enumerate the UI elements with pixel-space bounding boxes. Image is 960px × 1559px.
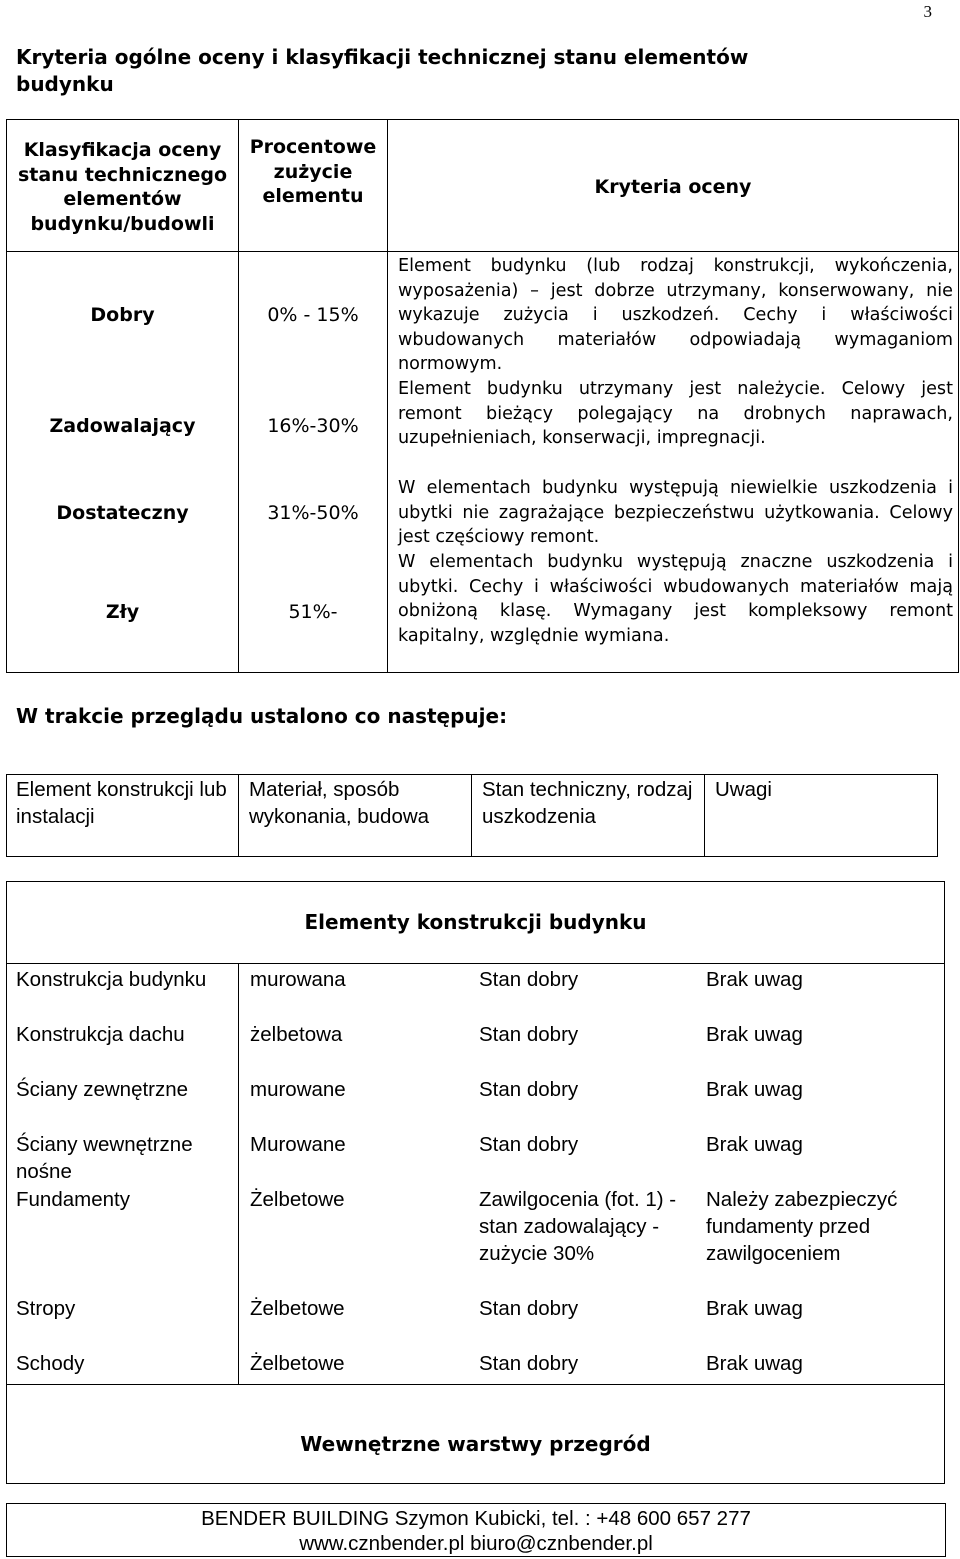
column-divider — [238, 775, 239, 856]
row-state: Zawilgocenia (fot. 1) - stan zadowalający - zużycie 30% — [479, 1188, 677, 1265]
header-state: Stan techniczny, rodzaj uszkodzenia — [482, 778, 693, 828]
row-element: Schody — [16, 1352, 85, 1375]
header-wear: Procentowe zużycie elementu — [249, 136, 377, 208]
criteria-zadowalajacy: Element budynku utrzymany jest należycie. Celowy jest remont bieżący polegający na drobnych naprawach, uzupełnieniach, konserwacji, impregnacji. — [398, 379, 953, 449]
row-material: murowane — [250, 1078, 346, 1101]
page-title: Kryteria ogólne oceny i klasyfikacji technicznej stanu elementów budynku — [16, 45, 749, 96]
criteria-table — [6, 119, 959, 673]
row-divider — [7, 1384, 944, 1385]
findings-header-table — [6, 774, 938, 857]
header-material: Materiał, sposób wykonania, budowa — [249, 778, 430, 828]
row-material: Żelbetowe — [250, 1297, 345, 1320]
findings-heading: W trakcie przeglądu ustalono co następuje: — [16, 704, 508, 728]
footer-company-line: BENDER BUILDING Szymon Kubicki, tel. : +48 600 657 277 — [201, 1507, 751, 1530]
row-divider — [238, 251, 388, 252]
row-element: Fundamenty — [16, 1188, 130, 1211]
wear-dobry: 0% - 15% — [267, 303, 359, 326]
wear-zly: 51%- — [288, 600, 338, 623]
column-divider — [704, 775, 705, 856]
grade-zly: Zły — [105, 600, 140, 623]
footer-contact-line: www.cznbender.pl biuro@cznbender.pl — [299, 1532, 653, 1555]
header-notes: Uwagi — [715, 778, 772, 801]
section-title-partitions: Wewnętrzne warstwy przegród — [300, 1432, 651, 1456]
footer — [6, 1503, 946, 1557]
criteria-dobry: Element budynku (lub rodzaj konstrukcji, wykończenia, wyposażenia) – jest dobrze utrzymany, konserwowany, nie wykazuje zużycia i uszkodzeń. Cechy i właściwości wbudowanych materiałów odpowiadają wymaganiom normowym. — [398, 256, 953, 375]
header-classification: Klasyfikacja oceny stanu technicznego elementów budynku/budowli — [17, 139, 228, 235]
wear-dostateczny: 31%-50% — [267, 501, 359, 524]
grade-dostateczny: Dostateczny — [56, 501, 189, 524]
row-state: Stan dobry — [479, 968, 579, 991]
row-divider — [387, 251, 958, 252]
row-notes: Należy zabezpieczyć fundamenty przed zawilgoceniem — [706, 1188, 898, 1265]
row-state: Stan dobry — [479, 1133, 579, 1156]
header-element: Element konstrukcji lub instalacji — [16, 778, 227, 828]
row-material: Żelbetowe — [250, 1352, 345, 1375]
row-state: Stan dobry — [479, 1023, 579, 1046]
column-divider — [471, 775, 472, 856]
row-material: Żelbetowe — [250, 1188, 345, 1211]
row-notes: Brak uwag — [706, 1133, 803, 1156]
section-title-construction: Elementy konstrukcji budynku — [304, 910, 647, 934]
row-notes: Brak uwag — [706, 1297, 803, 1320]
grade-zadowalajacy: Zadowalający — [49, 414, 196, 437]
row-divider — [7, 963, 944, 964]
row-element: Ściany wewnętrzne nośne — [16, 1133, 193, 1183]
row-notes: Brak uwag — [706, 1352, 803, 1375]
row-material: murowana — [250, 968, 346, 991]
row-element: Ściany zewnętrzne — [16, 1078, 189, 1101]
header-criteria: Kryteria oceny — [594, 175, 752, 198]
row-state: Stan dobry — [479, 1352, 579, 1375]
row-element: Konstrukcja dachu — [16, 1023, 185, 1046]
row-material: Murowane — [250, 1133, 346, 1156]
criteria-dostateczny: W elementach budynku występują niewielkie uszkodzenia i ubytki nie zagrażające bezpieczeństwu użytkowania. Celowy jest częściowy remont. — [398, 478, 953, 548]
row-state: Stan dobry — [479, 1297, 579, 1320]
row-divider — [7, 251, 238, 252]
row-notes: Brak uwag — [706, 1078, 803, 1101]
grade-dobry: Dobry — [90, 303, 155, 326]
wear-zadowalajacy: 16%-30% — [267, 414, 359, 437]
row-element: Stropy — [16, 1297, 76, 1320]
row-state: Stan dobry — [479, 1078, 579, 1101]
row-notes: Brak uwag — [706, 1023, 803, 1046]
criteria-zly: W elementach budynku występują znaczne uszkodzenia i ubytki. Cechy i właściwości wbudowanych materiałów mają obniżoną klasę. Wymagany jest kompleksowy remont kapitalny, względnie wymiana. — [398, 552, 953, 646]
page-number: 3 — [923, 2, 932, 21]
elements-table — [6, 881, 945, 1484]
row-element: Konstrukcja budynku — [16, 968, 207, 991]
row-notes: Brak uwag — [706, 968, 803, 991]
row-material: żelbetowa — [250, 1023, 343, 1046]
